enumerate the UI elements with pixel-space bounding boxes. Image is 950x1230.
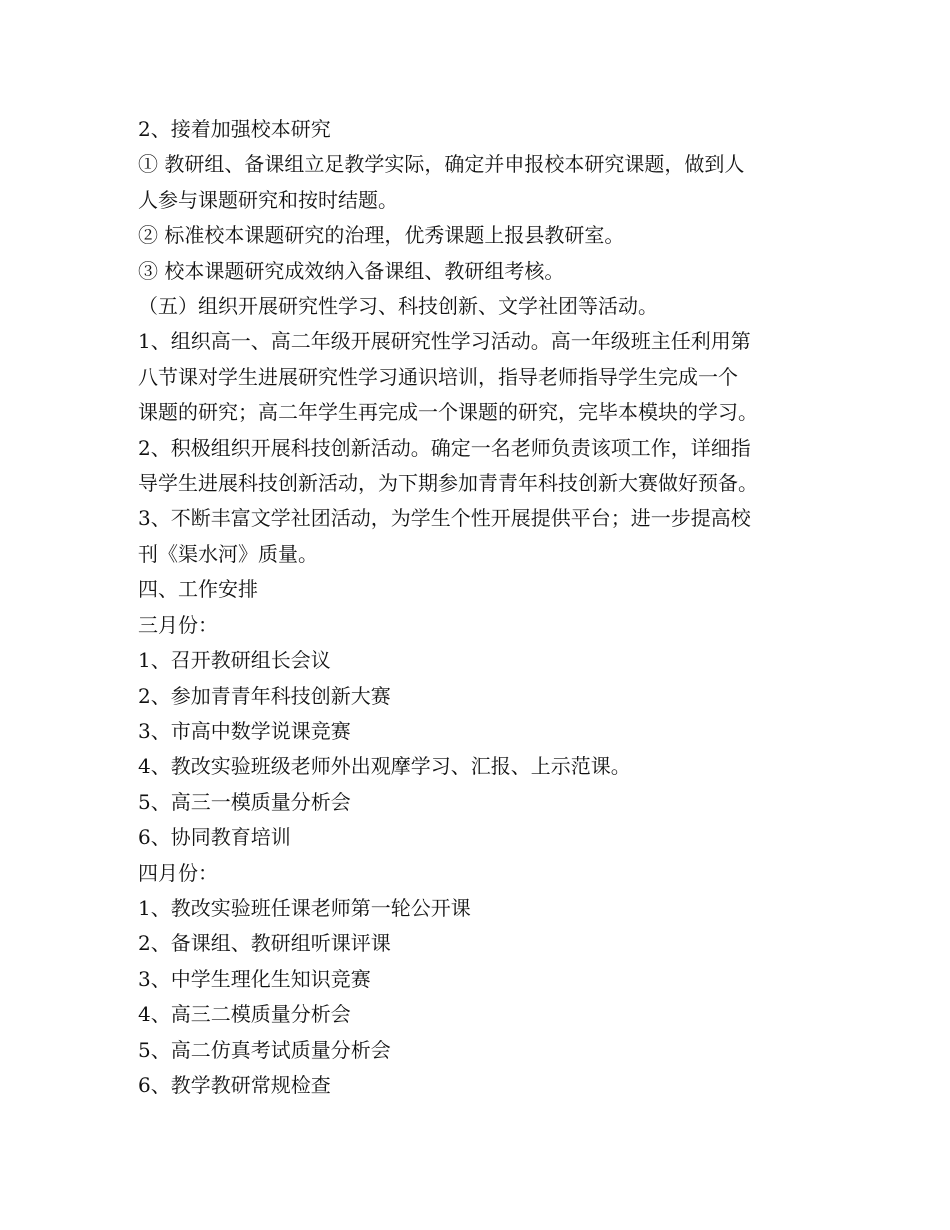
text-line: ① 教研组、备课组立足教学实际，确定并申报校本研究课题，做到人 [138,152,745,177]
list-item: 4、教改实验班级老师外出观摩学习、汇报、上示范课。 [138,754,631,779]
list-item: 2、参加青青年科技创新大赛 [138,683,391,708]
text-line: 导学生进展科技创新活动，为下期参加青青年科技创新大赛做好预备。 [138,471,758,496]
document-page [138,112,818,1103]
text-line: 2、接着加强校本研究 [138,117,331,141]
text-line: 八节课对学生进展研究性学习通识培训，指导老师指导学生完成一个 [138,364,738,389]
list-item: 1、教改实验班任课老师第一轮公开课 [138,895,471,920]
list-item: 1、召开教研组长会议 [138,648,331,673]
list-item: 6、协同教育培训 [138,825,291,850]
list-item: 5、高三一模质量分析会 [138,789,351,814]
section-heading: 四、工作安排 [138,577,258,602]
section-heading: （五）组织开展研究性学习、科技创新、文学社团等活动。 [138,294,658,319]
text-line: 人参与课题研究和按时结题。 [138,187,398,212]
text-line: ③ 校本课题研究成效纳入备课组、教研组考核。 [138,258,565,283]
month-heading: 四月份： [138,860,218,885]
list-item: 4、高三二模质量分析会 [138,1002,351,1027]
text-line: 刊《渠水河》质量。 [138,541,318,566]
text-line: 1、组织高一、高二年级开展研究性学习活动。高一年级班主任利用第 [138,329,751,354]
text-line: ② 标准校本课题研究的治理，优秀课题上报县教研室。 [138,223,625,248]
list-item: 5、高二仿真考试质量分析会 [138,1037,391,1062]
text-line: 2、积极组织开展科技创新活动。确定一名老师负责该项工作，详细指 [138,435,751,460]
list-item: 2、备课组、教研组听课评课 [138,931,391,956]
month-heading: 三月份： [138,612,218,637]
list-item: 6、教学教研常规检查 [138,1072,331,1097]
text-line: 课题的研究；高二年学生再完成一个课题的研究，完毕本模块的学习。 [138,400,758,425]
text-line: 3、不断丰富文学社团活动，为学生个性开展提供平台；进一步提高校 [138,506,751,531]
list-item: 3、市高中数学说课竞赛 [138,718,351,743]
list-item: 3、中学生理化生知识竞赛 [138,966,371,991]
